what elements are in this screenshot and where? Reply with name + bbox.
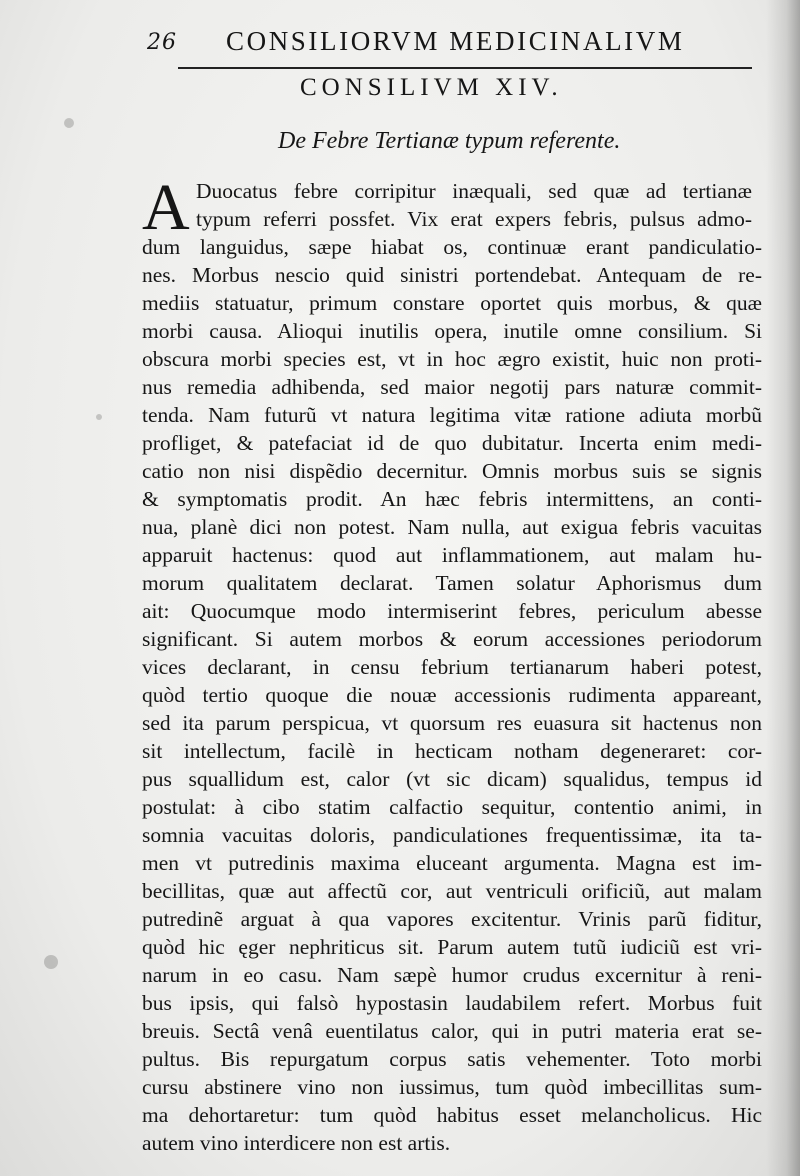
body-line: pultus. Bis repurgatum corpus satis vehementer. Toto morbi [142,1047,762,1071]
running-head: CONSILIORVM MEDICINALIVM [226,26,685,56]
body-line: quòd hic ęger nephriticus sit. Parum autem tutũ iudiciũ est vri- [142,935,762,959]
body-line: men vt putredinis maxima eluceant argumenta. Magna est im- [142,851,762,875]
body-line: profliget, & patefaciat id de quo dubitatur. Incerta enim medi- [142,431,762,455]
body-line: somnia vacuitas doloris, pandiculationes frequentissimæ, ita ta- [142,823,762,847]
body-line: morum qualitatem declarat. Tamen solatur Aphorismus dum [142,571,762,595]
drop-cap: A [142,171,190,244]
body-line: ait: Quocumque modo intermiserint febres, periculum abesse [142,599,762,623]
body-line: sed ita parum perspicua, vt quorsum res euasura sit hactenus non [142,711,762,735]
chapter-subtitle: De Febre Tertianæ typum referente. [278,128,621,154]
body-line: sit intellectum, facilè in hecticam notham degeneraret: cor- [142,739,762,763]
page-gutter-shadow [766,0,800,1176]
body-line: tenda. Nam futurũ vt natura legitima vitæ ratione adiuta morbũ [142,403,762,427]
body-line: breuis. Sectâ venâ euentilatus calor, qui in putri materia erat se- [142,1019,762,1043]
body-line: bus ipsis, qui falsò hypostasin laudabilem refert. Morbus fuit [142,991,762,1015]
body-line: significant. Si autem morbos & eorum accessiones periodorum [142,627,762,651]
body-line: narum in eo casu. Nam sæpè humor crudus excernitur à reni- [142,963,762,987]
ink-speck [44,955,58,969]
body-line: typum referri possfet. Vix erat expers febris, pulsus admo- [196,207,752,231]
ink-speck [96,414,102,420]
body-line: mediis statuatur, primum constare oportet quis morbus, & quæ [142,291,762,315]
body-line: vices declarant, in censu febrium tertianarum haberi potest, [142,655,762,679]
body-line: putredinẽ arguat à qua vapores excitentur. Vrinis parũ fiditur, [142,907,762,931]
body-line: morbi causa. Alioqui inutilis opera, inutile omne consilium. Si [142,319,762,343]
page-number: 26 [147,30,177,55]
body-line: becillitas, quæ aut affectũ cor, aut ventriculi orificiũ, aut malam [142,879,762,903]
body-line: dum languidus, sæpe hiabat os, continuæ erant pandiculatio- [142,235,762,259]
body-line: nua, planè dici non potest. Nam nulla, aut exigua febris vacuitas [142,515,762,539]
body-line-last: autem vino interdicere non est artis. [142,1131,451,1155]
body-line: pus squallidum est, calor (vt sic dicam) squalidus, tempus id [142,767,762,791]
body-line: postulat: à cibo statim calfactio sequitur, contentio animi, in [142,795,762,819]
body-line: quòd tertio quoque die nouæ accessionis rudimenta appareant, [142,683,762,707]
body-line: nes. Morbus nescio quid sinistri portendebat. Antequam de re- [142,263,762,287]
chapter-title: CONSILIVM XIV. [300,74,563,101]
body-line: & symptomatis prodit. An hæc febris intermittens, an conti- [142,487,762,511]
body-line: obscura morbi species est, vt in hoc ægro existit, huic non proti- [142,347,762,371]
header-rule [178,67,752,69]
body-line: ma dehortaretur: tum quòd habitus esset melancholicus. Hic [142,1103,762,1127]
body-line: cursu abstinere vino non iussimus, tum quòd imbecillitas sum- [142,1075,762,1099]
body-line: catio non nisi dispẽdio decernitur. Omnis morbus suis se signis [142,459,762,483]
body-line: apparuit hactenus: quod aut inflammationem, aut malam hu- [142,543,762,567]
body-line: nus remedia adhibenda, sed maior negotij pars naturæ commit- [142,375,762,399]
body-line: Duocatus febre corripitur inæquali, sed quæ ad tertianæ [196,179,752,203]
ink-speck [64,118,74,128]
